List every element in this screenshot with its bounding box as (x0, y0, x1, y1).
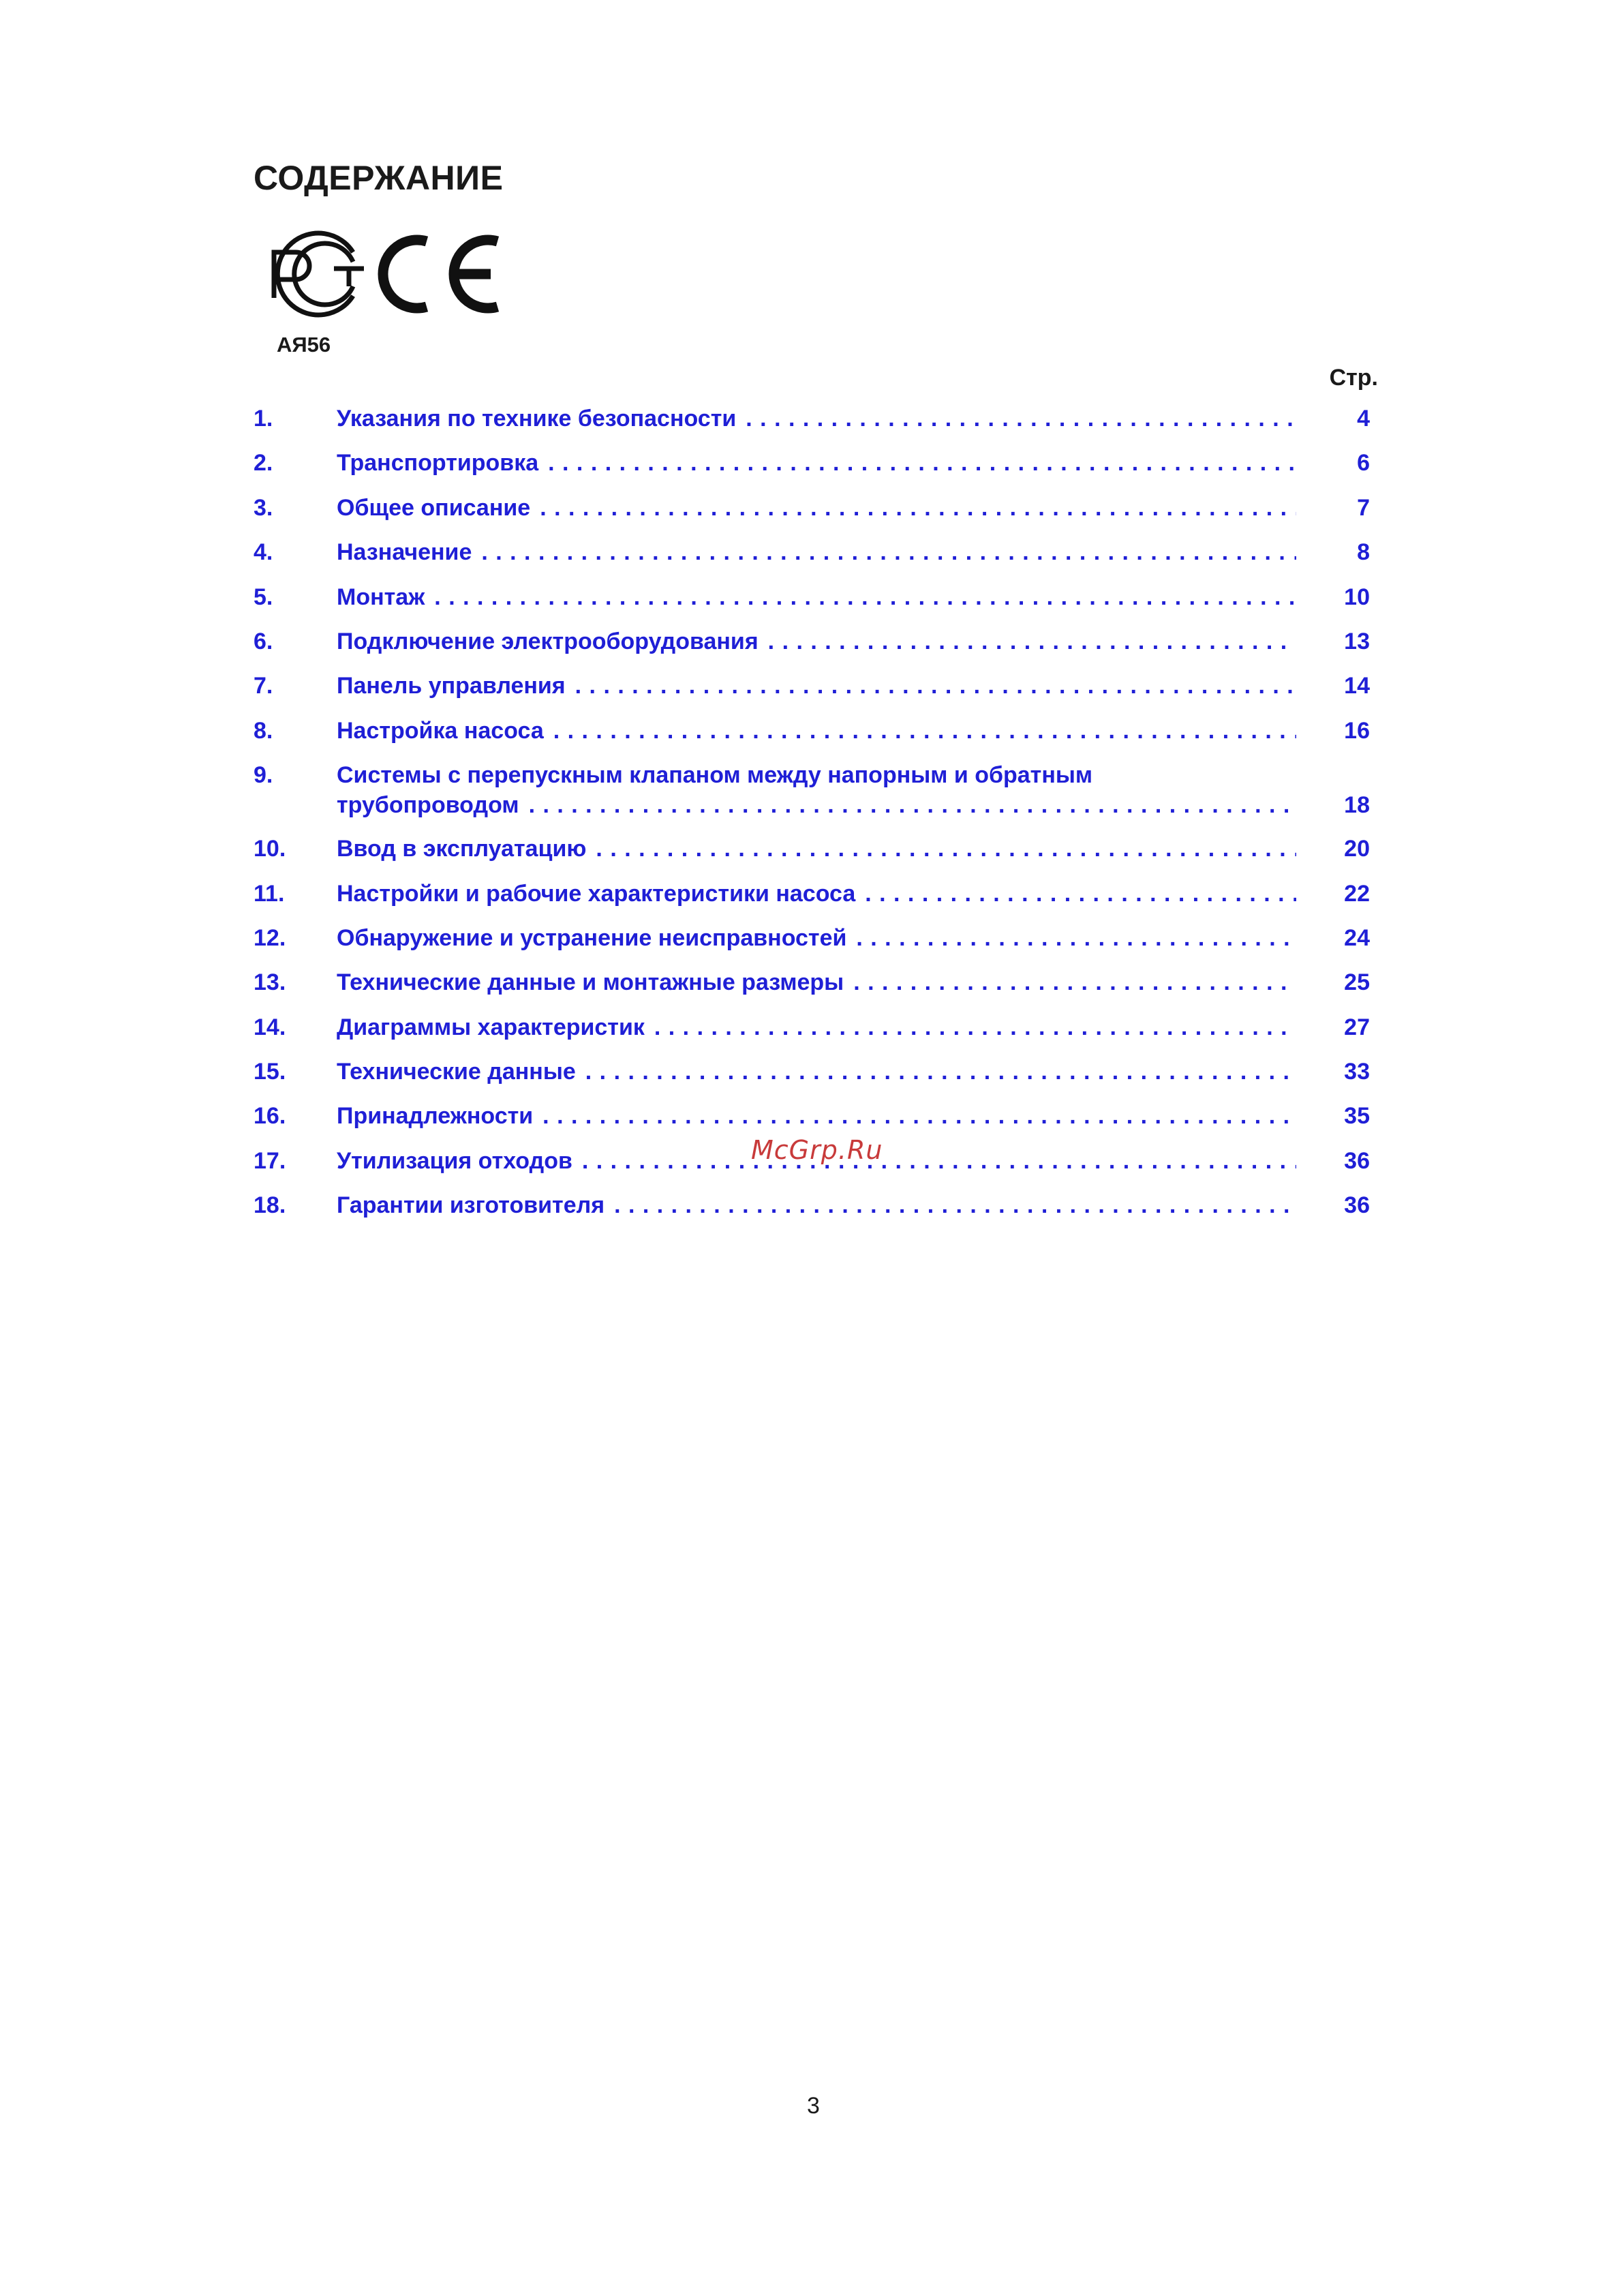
rst-mark-icon (274, 233, 364, 315)
toc-entry[interactable] (254, 967, 1370, 1012)
toc-entry[interactable] (254, 879, 1370, 923)
toc-leader-dots (856, 923, 1296, 953)
toc-entry-page: 25 (1344, 969, 1370, 996)
toc-entry-page: 13 (1344, 628, 1370, 654)
toc-entry-number: 1. (254, 406, 273, 432)
toc-entry-title: Технические данные (337, 1059, 576, 1085)
toc-entry-number: 9. (254, 762, 273, 789)
toc-entry[interactable] (254, 716, 1370, 760)
page-title: СОДЕРЖАНИЕ (254, 159, 504, 197)
toc-entry[interactable] (254, 1057, 1370, 1101)
toc-entry-page: 35 (1344, 1103, 1370, 1130)
toc-entry-number: 5. (254, 584, 273, 610)
toc-entry[interactable] (254, 1012, 1370, 1057)
toc-entry[interactable] (254, 626, 1370, 671)
toc-entry-page: 20 (1344, 836, 1370, 862)
toc-leader-dots (585, 1057, 1296, 1087)
page-number: 3 (807, 2093, 820, 2119)
toc-entry-number: 2. (254, 450, 273, 477)
toc-entry-title: Транспортировка (337, 450, 539, 477)
toc-entry-number: 4. (254, 539, 273, 566)
toc-entry-number: 14. (254, 1014, 286, 1040)
toc-entry-title: Настройка насоса (337, 717, 544, 744)
toc-leader-dots (654, 1012, 1296, 1042)
toc-entry-title: Назначение (337, 539, 472, 566)
toc-entry[interactable] (254, 834, 1370, 878)
toc-entry-number: 3. (254, 494, 273, 521)
toc-entry[interactable] (254, 448, 1370, 492)
toc-entry-page: 36 (1344, 1192, 1370, 1219)
certification-code: АЯ56 (277, 333, 331, 357)
toc-entry-title: Подключение электрооборудования (337, 628, 759, 654)
toc-entry-number: 7. (254, 673, 273, 699)
toc-leader-dots (575, 671, 1296, 701)
toc-entry-title: Панель управления (337, 673, 566, 699)
page-column-label: Стр. (1329, 365, 1378, 391)
toc-entry[interactable] (254, 582, 1370, 626)
toc-entry-number: 15. (254, 1059, 286, 1085)
ce-mark-icon (383, 240, 498, 308)
toc-leader-dots (853, 967, 1296, 997)
toc-entry-title: Общее описание (337, 494, 531, 521)
toc-entry[interactable] (254, 537, 1370, 581)
toc-entry-page: 8 (1357, 539, 1370, 566)
toc-entry-page: 16 (1344, 717, 1370, 744)
toc-entry[interactable] (254, 1190, 1370, 1235)
toc-entry[interactable] (254, 760, 1370, 834)
toc-entry-number: 17. (254, 1147, 286, 1174)
toc-entry-page: 33 (1344, 1059, 1370, 1085)
toc-leader-dots (596, 834, 1296, 864)
toc-entry[interactable] (254, 493, 1370, 537)
toc-entry-title: Технические данные и монтажные размеры (337, 969, 844, 996)
toc-entry-number: 11. (254, 880, 285, 907)
table-of-contents (254, 404, 1370, 1235)
toc-leader-dots (434, 582, 1296, 612)
toc-entry-title: Диаграммы характеристик (337, 1014, 645, 1040)
toc-entry-title: Обнаружение и устранение неисправностей (337, 924, 847, 951)
toc-entry-number: 6. (254, 628, 273, 654)
toc-entry[interactable] (254, 671, 1370, 715)
toc-entry-page: 4 (1357, 406, 1370, 432)
toc-entry-title: Утилизация отходов (337, 1147, 572, 1174)
toc-entry-number: 18. (254, 1192, 286, 1219)
toc-entry-title: Ввод в эксплуатацию (337, 836, 587, 862)
toc-entry-number: 8. (254, 717, 273, 744)
toc-entry-title: Принадлежности (337, 1103, 534, 1130)
toc-leader-dots (529, 790, 1296, 820)
toc-entry-title-line1: Системы с перепускным клапаном между напорным и обратным (337, 762, 1093, 789)
toc-entry-page: 27 (1344, 1014, 1370, 1040)
toc-entry[interactable] (254, 404, 1370, 448)
toc-leader-dots (582, 1146, 1296, 1176)
toc-leader-dots (542, 1101, 1296, 1131)
toc-entry-number: 12. (254, 924, 286, 951)
toc-leader-dots (540, 493, 1296, 523)
toc-leader-dots (768, 626, 1296, 656)
toc-entry-page: 10 (1344, 584, 1370, 610)
watermark: McGrp.Ru (751, 1135, 883, 1165)
toc-entry[interactable] (254, 923, 1370, 967)
toc-entry-page: 18 (1344, 792, 1370, 819)
toc-entry-page: 22 (1344, 880, 1370, 907)
toc-leader-dots (548, 448, 1296, 478)
toc-entry-title: Монтаж (337, 584, 425, 610)
toc-leader-dots (865, 879, 1296, 909)
toc-leader-dots (553, 716, 1296, 746)
toc-entry-page: 6 (1357, 450, 1370, 477)
certification-logos (251, 226, 510, 322)
toc-leader-dots (481, 537, 1296, 567)
toc-entry-title: Гарантии изготовителя (337, 1192, 605, 1219)
toc-leader-dots (746, 404, 1296, 434)
toc-entry-page: 24 (1344, 924, 1370, 951)
toc-entry-title: Указания по технике безопасности (337, 406, 737, 432)
toc-entry-number: 16. (254, 1103, 286, 1130)
toc-entry-page: 14 (1344, 673, 1370, 699)
toc-leader-dots (614, 1190, 1296, 1220)
toc-entry-title: Настройки и рабочие характеристики насоса (337, 880, 856, 907)
toc-entry-page: 7 (1357, 494, 1370, 521)
toc-entry-number: 13. (254, 969, 286, 996)
toc-entry-number: 10. (254, 836, 286, 862)
toc-entry-title: трубопроводом (337, 792, 519, 819)
toc-entry-page: 36 (1344, 1147, 1370, 1174)
